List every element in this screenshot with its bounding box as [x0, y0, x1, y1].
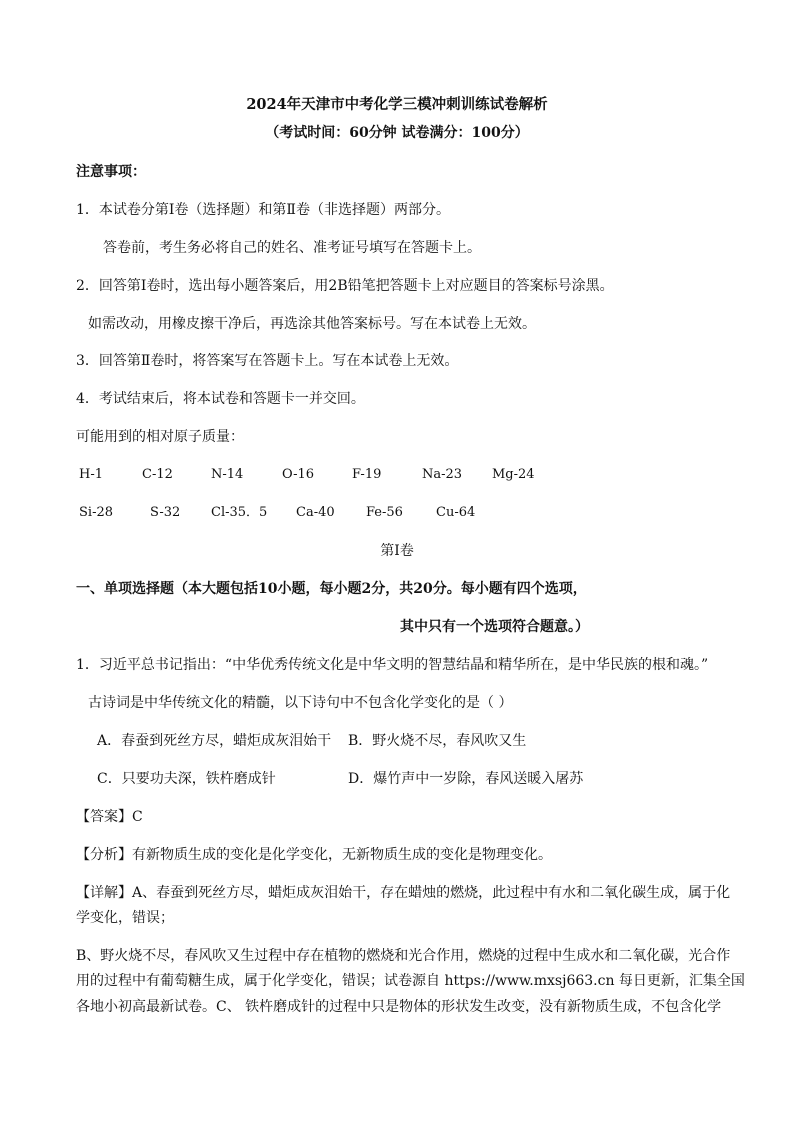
notice-item-2: 2．回答第Ⅰ卷时，选出每小题答案后，用2B铅笔把答题卡上对应题目的答案标号涂黑。: [76, 278, 614, 294]
volume-heading: 第Ⅰ卷: [380, 543, 414, 559]
detail-line-2: 学变化，错误；: [76, 910, 174, 926]
answer-value: C: [132, 809, 143, 825]
option-c: C．只要功夫深，铁杵磨成针: [97, 771, 276, 787]
question-stem-cont: 古诗词是中华传统文化的精髓，以下诗句中不包含化学变化的是（ ）: [88, 695, 513, 711]
detail-line-5: 各地小初高最新试卷。C、 铁杵磨成针的过程中只是物体的形状发生改变，没有新物质生成，不包含化学: [76, 999, 722, 1015]
notice-item-1-cont: 答卷前，考生务必将自己的姓名、准考证号填写在答题卡上。: [103, 240, 481, 256]
section-heading-cont: 其中只有一个选项符合题意。）: [400, 619, 589, 635]
analysis-line: [76, 845, 552, 865]
detail-line-4: 用的过程中有葡萄糖生成，属于化学变化，错误；试卷源自 https://www.mxsj663.cn 每日更新，汇集全国: [76, 973, 745, 989]
atomic-mass-label: 可能用到的相对原子质量：: [76, 429, 244, 445]
question-stem: 1．习近平总书记指出：“中华优秀传统文化是中华文明的智慧结晶和精华所在，是中华民族的根和魂。”: [76, 657, 709, 673]
option-a: A．春蚕到死丝方尽，蜡炬成灰泪始干: [97, 733, 332, 749]
atomic-mass-item: Ca-40: [296, 505, 335, 520]
atomic-mass-item: S-32: [150, 505, 181, 520]
atomic-mass-item: C-12: [142, 467, 173, 482]
detail-line-3: B、野火烧不尽，春风吹又生过程中存在植物的燃烧和光合作用，燃烧的过程中生成水和二氧化碳，光合作: [76, 948, 731, 964]
atomic-mass-item: Mg-24: [492, 467, 535, 482]
answer-line: [76, 807, 143, 827]
atomic-mass-item: H-1: [79, 467, 104, 482]
atomic-mass-item: Si-28: [79, 505, 113, 520]
exam-title: 2024年天津市中考化学三模冲刺训练试卷解析: [246, 96, 548, 113]
option-d: D．爆竹声中一岁除，春风送暖入屠苏: [348, 771, 584, 787]
notice-item-2-cont: 如需改动，用橡皮擦干净后，再选涂其他答案标号。写在本试卷上无效。: [88, 316, 536, 332]
atomic-mass-item: Cu-64: [436, 505, 476, 520]
atomic-mass-item: F-19: [352, 467, 382, 482]
section-heading: 一、单项选择题（本大题包括10小题，每小题2分，共20分。每小题有四个选项，: [76, 581, 587, 597]
atomic-mass-item: Fe-56: [366, 505, 403, 520]
atomic-mass-item: Cl-35．5: [211, 505, 268, 520]
notice-heading: 注意事项：: [76, 164, 146, 180]
detail-line-1: [76, 883, 730, 903]
analysis-text: 有新物质生成的变化是化学变化，无新物质生成的变化是物理变化。: [132, 847, 552, 863]
answer-tag: 【答案】: [76, 809, 132, 825]
exam-subtitle: （考试时间：60分钟 试卷满分：100分）: [265, 125, 529, 141]
detail-tag: 【详解】: [76, 885, 132, 901]
notice-item-3: 3．回答第Ⅱ卷时，将答案写在答题卡上。写在本试卷上无效。: [76, 353, 459, 369]
atomic-mass-item: N-14: [211, 467, 244, 482]
detail-text: A、春蚕到死丝方尽，蜡炬成灰泪始干，存在蜡烛的燃烧，此过程中有水和二氧化碳生成，属于化: [132, 885, 731, 901]
atomic-mass-item: Na-23: [422, 467, 463, 482]
analysis-tag: 【分析】: [76, 847, 132, 863]
option-b: B．野火烧不尽，春风吹又生: [348, 733, 527, 749]
notice-item-1: 1．本试卷分第Ⅰ卷（选择题）和第Ⅱ卷（非选择题）两部分。: [76, 202, 450, 218]
atomic-mass-item: O-16: [282, 467, 315, 482]
notice-item-4: 4．考试结束后，将本试卷和答题卡一并交回。: [76, 391, 365, 407]
